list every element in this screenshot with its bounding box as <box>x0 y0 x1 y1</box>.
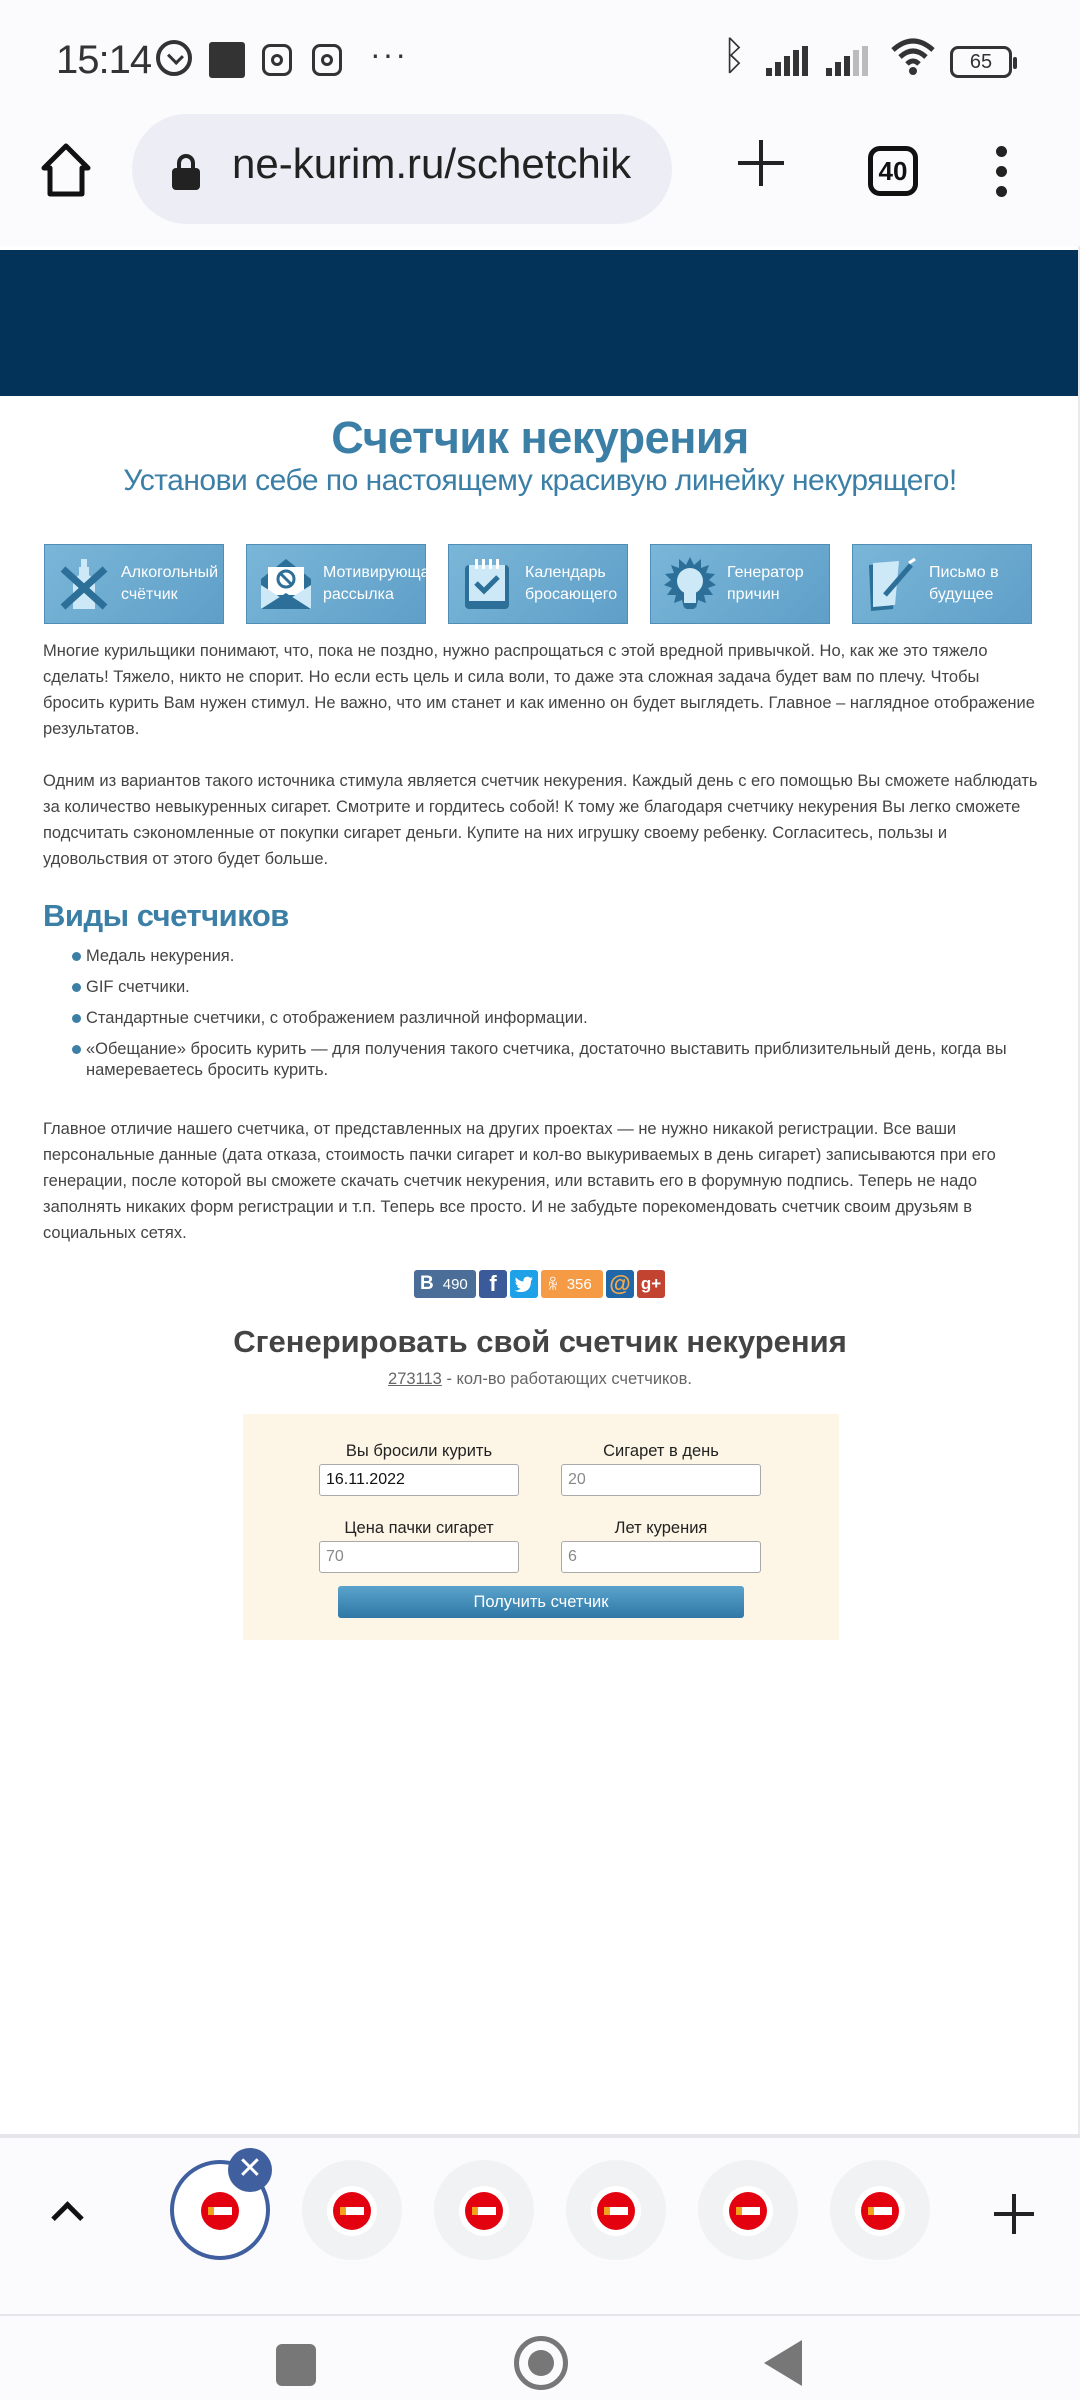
get-counter-button[interactable]: Получить счетчик <box>338 1586 744 1618</box>
alarm-icon <box>156 40 192 76</box>
types-heading: Виды счетчиков <box>43 898 289 933</box>
feature-label-line1: Мотивирующая <box>323 564 439 581</box>
no-smoking-favicon-icon <box>729 2192 767 2230</box>
envelope-icon <box>257 555 315 613</box>
vk-icon: В <box>420 1273 434 1294</box>
tab-switcher-button[interactable]: 40 <box>868 146 918 196</box>
facebook-icon: f <box>489 1271 497 1296</box>
feature-links <box>44 544 1034 624</box>
list-item: Стандартные счетчики, с отображением различной информации. <box>72 1008 1042 1029</box>
quit-date-field-group <box>319 1442 519 1496</box>
lightbulb-icon <box>661 555 719 613</box>
no-smoking-favicon-icon <box>597 2192 635 2230</box>
no-smoking-favicon-icon <box>465 2192 503 2230</box>
feature-letter-to-future[interactable] <box>852 544 1032 624</box>
page-title: Счетчик некурения <box>331 412 749 463</box>
bluetooth-icon: ᛒ <box>722 34 746 78</box>
new-tab-button[interactable] <box>736 138 786 188</box>
wifi-icon <box>890 36 936 76</box>
feature-label-line2: будущее <box>929 586 994 603</box>
signal-icon <box>826 46 874 76</box>
share-mailru-button[interactable] <box>606 1270 634 1298</box>
smoking-years-label: Лет курения <box>614 1519 708 1537</box>
stimulus-paragraph: Одним из вариантов такого источника стимула является счетчик некурения. Каждый день с его помощью Вы сможете наблюдать за количество невыкуренных сигарет. Смотрите и гордитесь собой! К тому же благодаря счетчику некурения Вы легко сможете подсчитать сэкономленные от покупки сигарет деньги. Купите на них игрушку своему ребенку. Согласитесь, пользы и удовольствия от этого будет больше. <box>43 772 1038 868</box>
active-counters-text <box>0 1370 1080 1389</box>
home-icon[interactable] <box>38 142 94 198</box>
share-twitter-button[interactable] <box>510 1270 538 1298</box>
tab-thumb[interactable] <box>302 2160 402 2260</box>
calendar-check-icon <box>459 555 517 613</box>
close-tab-button[interactable]: ✕ <box>228 2148 272 2192</box>
pack-price-input[interactable] <box>319 1541 519 1573</box>
list-item: GIF счетчики. <box>72 977 1042 998</box>
tab-thumb[interactable] <box>566 2160 666 2260</box>
intro-paragraph: Многие курильщики понимают, что, пока не поздно, нужно распрощаться с этой вредной привычкой. Но, как же это тяжело сделать! Тяжело, никто не спорит. Но если есть цель и сила воли, то даже эта сложная задача будет вам по плечу. Чтобы бросить курить Вам нужен стимул. Не важно, что им станет и как именно он будет выглядеть. Главное – наглядное отображение результатов. <box>43 642 1035 738</box>
ok-share-count: 356 <box>566 1275 592 1293</box>
cigarettes-per-day-label: Сигарет в день <box>603 1442 719 1460</box>
battery-icon: 65 <box>950 46 1012 78</box>
feature-motivating-mailing[interactable] <box>246 544 439 624</box>
active-counters-label: - кол-во работающих счетчиков. <box>441 1370 692 1388</box>
page-subtitle: Установи себе по настоящему красивую линейку некурящего! <box>123 464 957 497</box>
feature-label-line1: Генератор <box>727 564 804 581</box>
generator-title: Сгенерировать свой счетчик некурения <box>233 1324 847 1359</box>
share-odnoklassniki-button[interactable] <box>541 1270 603 1298</box>
more-notifications-icon: ··· <box>370 36 408 72</box>
smoking-years-field-group <box>561 1519 761 1573</box>
share-googleplus-button[interactable] <box>637 1270 665 1298</box>
counter-generator-form <box>243 1414 839 1640</box>
recents-button[interactable] <box>276 2344 316 2386</box>
tab-strip <box>0 2134 1080 2314</box>
pack-price-label: Цена пачки сигарет <box>344 1519 494 1537</box>
list-item: «Обещание» бросить курить — для получения такого счетчика, достаточно выставить приблизительный день, когда вы намереваетесь бросить курить. <box>72 1039 1042 1081</box>
smoking-years-input[interactable] <box>561 1541 761 1573</box>
quit-date-label: Вы бросили курить <box>345 1442 493 1460</box>
no-smoking-favicon-icon <box>333 2192 371 2230</box>
add-tab-button[interactable] <box>994 2194 1034 2234</box>
url-text[interactable]: ne-kurim.ru/schetchik <box>232 140 632 187</box>
kebab-menu-button[interactable] <box>996 146 1010 198</box>
feature-label-line1: Алкогольный <box>121 564 219 581</box>
no-smoking-favicon-icon <box>861 2192 899 2230</box>
bottle-crossed-icon <box>55 555 113 613</box>
feature-label-line1: Письмо в <box>929 564 999 581</box>
vk-share-count: 490 <box>442 1275 468 1293</box>
instagram-icon <box>262 44 292 76</box>
cigarettes-per-day-field-group <box>561 1442 761 1496</box>
back-button[interactable] <box>764 2340 802 2386</box>
cigarettes-per-day-input[interactable] <box>561 1464 761 1496</box>
tab-thumb[interactable] <box>698 2160 798 2260</box>
site-header-banner <box>0 250 1078 396</box>
share-vk-button[interactable] <box>414 1270 476 1298</box>
googleplus-icon: g+ <box>640 1274 662 1293</box>
system-nav-bar <box>0 2314 1080 2400</box>
letter-pen-icon <box>863 555 921 613</box>
feature-alcohol-counter[interactable] <box>44 544 224 624</box>
counter-types-list <box>72 946 1042 1091</box>
mailru-icon: @ <box>609 1271 631 1296</box>
web-page <box>0 246 1080 2134</box>
lock-icon[interactable] <box>172 154 200 190</box>
quit-date-input[interactable] <box>319 1464 519 1496</box>
feature-label-line2: бросающего <box>525 586 618 603</box>
home-button[interactable] <box>514 2336 568 2390</box>
tab-thumb[interactable] <box>434 2160 534 2260</box>
no-registration-paragraph: Главное отличие нашего счетчика, от представленных на других проектах — не нужно никакой регистрации. Все ваши персональные данные (дата отказа, стоимость пачки сигарет и кол-во выкуриваемых в день сигарет) записываются при его генерации, после которой вы сможете скачать счетчик некурения, или вставить его в форумную подпись. Теперь не надо заполнять никаких форм регистрации и т.п. Теперь все просто. И не забудьте порекомендовать счетчик своим друзьям в социальных сетях. <box>43 1120 996 1242</box>
feature-quitter-calendar[interactable] <box>448 544 628 624</box>
twitter-icon <box>514 1275 534 1293</box>
share-facebook-button[interactable] <box>479 1270 507 1298</box>
no-smoking-favicon-icon <box>201 2192 239 2230</box>
status-bar <box>0 0 1080 118</box>
feature-reason-generator[interactable] <box>650 544 830 624</box>
feature-label-line2: рассылка <box>323 586 394 603</box>
feature-label-line2: счётчик <box>121 586 178 603</box>
odnoklassniki-icon: ꆜ <box>547 1277 559 1294</box>
feature-label-line1: Календарь <box>525 564 606 581</box>
active-counters-link[interactable]: 273113 <box>388 1370 442 1388</box>
tab-thumb[interactable] <box>830 2160 930 2260</box>
pack-price-field-group <box>319 1519 519 1573</box>
address-bar[interactable] <box>132 114 672 224</box>
social-share-buttons <box>414 1270 665 1298</box>
signal-icon <box>766 46 814 76</box>
clock: 15:14 <box>56 38 152 82</box>
chevron-up-icon[interactable] <box>46 2194 86 2234</box>
app-square-icon <box>209 42 245 78</box>
instagram-icon <box>312 44 342 76</box>
feature-label-line2: причин <box>727 586 780 603</box>
list-item: Медаль некурения. <box>72 946 1042 967</box>
